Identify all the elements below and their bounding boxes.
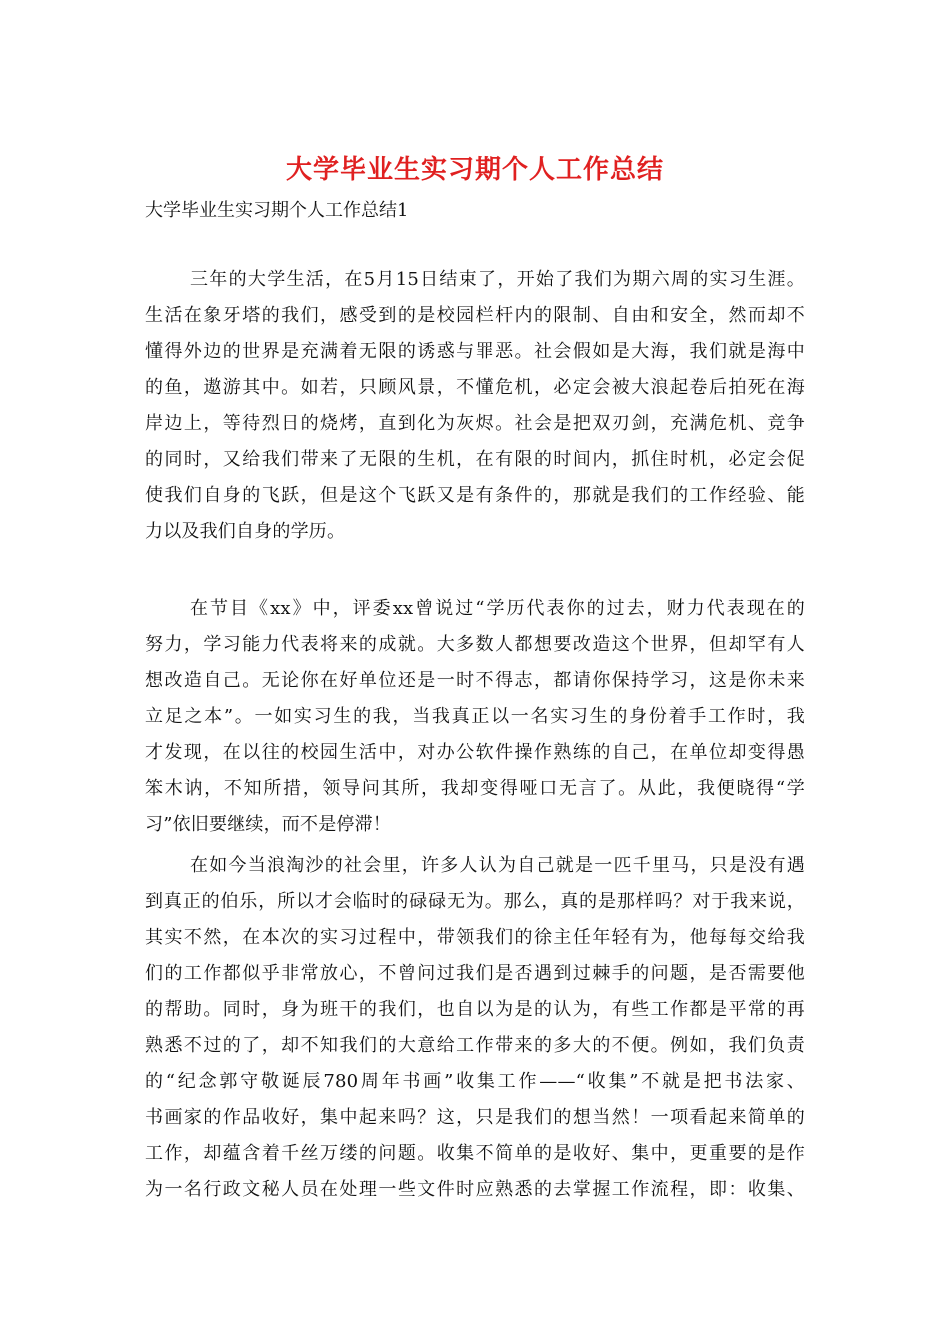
paragraph-line: 立足之本”。一如实习生的我，当我真正以一名实习生的身份着手工作时，我 bbox=[145, 706, 805, 727]
paragraph-line: 的帮助。同时，身为班干的我们，也自以为是的认为，有些工作都是平常的再 bbox=[145, 999, 805, 1020]
paragraph-line: 在节目《xx》中，评委xx曾说过“学历代表你的过去，财力代表现在的 bbox=[190, 598, 805, 619]
document-title: 大学毕业生实习期个人工作总结 bbox=[285, 155, 664, 185]
paragraph-line: 习”依旧要继续，而不是停滞！ bbox=[145, 814, 392, 835]
paragraph-line: 岸边上，等待烈日的烧烤，直到化为灰烬。社会是把双刃剑，充满危机、竞争 bbox=[145, 413, 805, 434]
paragraph-line: 熟悉不过的了，却不知我们的大意给工作带来的多大的不便。例如，我们负责 bbox=[145, 1035, 805, 1056]
paragraph-3 bbox=[145, 848, 805, 1208]
paragraph-line: 努力，学习能力代表将来的成就。大多数人都想要改造这个世界，但却罕有人 bbox=[145, 634, 805, 655]
paragraph-line: 到真正的伯乐，所以才会临时的碌碌无为。那么，真的是那样吗？对于我来说， bbox=[145, 891, 805, 912]
paragraph-2 bbox=[145, 591, 805, 843]
paragraph-line: 三年的大学生活，在5月15日结束了，开始了我们为期六周的实习生涯。 bbox=[190, 269, 805, 290]
paragraph-line: 才发现，在以往的校园生活中，对办公软件操作熟练的自己，在单位却变得愚 bbox=[145, 742, 805, 763]
paragraph-line: 的“纪念郭守敬诞辰780周年书画”收集工作——“收集”不就是把书法家、 bbox=[145, 1071, 805, 1092]
document-subtitle: 大学毕业生实习期个人工作总结1 bbox=[145, 200, 409, 221]
paragraph-line: 工作，却蕴含着千丝万缕的问题。收集不简单的是收好、集中，更重要的是作 bbox=[145, 1143, 805, 1164]
paragraph-line: 力以及我们自身的学历。 bbox=[145, 521, 346, 542]
paragraph-line: 书画家的作品收好，集中起来吗？这，只是我们的想当然！一项看起来简单的 bbox=[145, 1107, 805, 1128]
paragraph-line: 们的工作都似乎非常放心，不曾问过我们是否遇到过棘手的问题，是否需要他 bbox=[145, 963, 805, 984]
paragraph-line: 在如今当浪淘沙的社会里，许多人认为自己就是一匹千里马，只是没有遇 bbox=[190, 855, 805, 876]
paragraph-line: 其实不然，在本次的实习过程中，带领我们的徐主任年轻有为，他每每交给我 bbox=[145, 927, 805, 948]
paragraph-1 bbox=[145, 262, 805, 550]
paragraph-line: 想改造自己。无论你在好单位还是一时不得志，都请你保持学习，这是你未来 bbox=[145, 670, 805, 691]
paragraph-line: 笨木讷，不知所措，领导问其所，我却变得哑口无言了。从此，我便晓得“学 bbox=[145, 778, 805, 799]
paragraph-line: 生活在象牙塔的我们，感受到的是校园栏杆内的限制、自由和安全，然而却不 bbox=[145, 305, 805, 326]
paragraph-line: 懂得外边的世界是充满着无限的诱惑与罪恶。社会假如是大海，我们就是海中 bbox=[145, 341, 805, 362]
paragraph-line: 的同时，又给我们带来了无限的生机，在有限的时间内，抓住时机，必定会促 bbox=[145, 449, 805, 470]
paragraph-line: 使我们自身的飞跃，但是这个飞跃又是有条件的，那就是我们的工作经验、能 bbox=[145, 485, 805, 506]
paragraph-line: 为一名行政文秘人员在处理一些文件时应熟悉的去掌握工作流程，即：收集、 bbox=[145, 1179, 805, 1200]
paragraph-line: 的鱼，遨游其中。如若，只顾风景，不懂危机，必定会被大浪起卷后拍死在海 bbox=[145, 377, 805, 398]
